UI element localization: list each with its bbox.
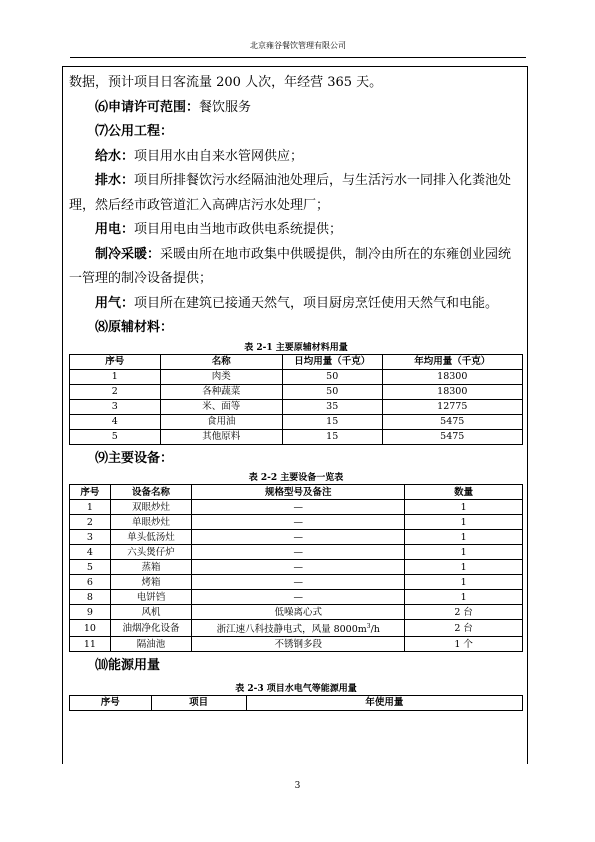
table-cell: 1 [405, 560, 523, 575]
paragraph-drainage [69, 169, 523, 218]
paragraph-electricity [69, 218, 523, 243]
table-cell: 肉类 [160, 369, 282, 384]
table-cell: 18300 [382, 384, 522, 399]
table-cell: 其他原料 [160, 429, 282, 444]
table-cell: 6 [70, 575, 111, 590]
table-cell: 电饼铛 [110, 590, 192, 605]
table-cell: 5 [70, 560, 111, 575]
table-row [70, 414, 523, 429]
table2-body [70, 500, 523, 652]
table-cell: 50 [282, 384, 382, 399]
paragraph-water-supply [69, 145, 523, 170]
table-cell: 5475 [382, 414, 522, 429]
table-cell: 食用油 [160, 414, 282, 429]
table-cell: — [192, 515, 405, 530]
text-drainage: 项目所排餐饮污水经隔油池处理后，与生活污水一同排入化粪池处理，然后经市政管道汇入高碑店污水处理厂； [69, 173, 512, 213]
table-cell: 3 [70, 530, 111, 545]
table-row [70, 399, 523, 414]
table-cell: 1 [70, 500, 111, 515]
table-row [70, 515, 523, 530]
table2-header-cell: 序号 [70, 485, 111, 500]
table-cell: 35 [282, 399, 382, 414]
paragraph-utilities [69, 120, 523, 145]
table-cell: 3 [70, 399, 161, 414]
table2-header-row [70, 485, 523, 500]
table-cell: 单头低汤灶 [110, 530, 192, 545]
table-row [70, 545, 523, 560]
table-cell: 50 [282, 369, 382, 384]
paragraph-raw-materials [69, 316, 523, 341]
table-cell: 烤箱 [110, 575, 192, 590]
table-cell: 双眼炒灶 [110, 500, 192, 515]
table-cell: 18300 [382, 369, 522, 384]
table-row [70, 429, 523, 444]
table-cell: 4 [70, 545, 111, 560]
label-energy: ⑽能源用量 [95, 658, 161, 674]
table-cell: — [192, 545, 405, 560]
table-row [70, 620, 523, 637]
table-cell: 5 [70, 429, 161, 444]
table3-caption: 表 2-3 项目水电气等能源用量 [235, 683, 357, 694]
table-cell: 2 台 [405, 605, 523, 620]
table-cell: 1 [405, 530, 523, 545]
table-cell: 六头煲仔炉 [110, 545, 192, 560]
text-gas: 项目所在建筑已接通天然气，项目厨房烹饪使用天然气和电能。 [134, 295, 499, 311]
table-cell: 2 [70, 515, 111, 530]
page-number: 3 [294, 781, 301, 791]
table1-header-cell: 年均用量（千克） [382, 354, 522, 369]
paragraph-equipment [69, 447, 523, 472]
table-row [70, 560, 523, 575]
table2-header-cell: 规格型号及备注 [192, 485, 405, 500]
table-row [70, 637, 523, 652]
table-row [70, 500, 523, 515]
raw-materials-table [69, 354, 523, 445]
table-cell: 11 [70, 637, 111, 652]
text-water-supply: 项目用水由自来水管网供应； [134, 148, 304, 164]
table3-header-cell: 年使用量 [246, 695, 522, 710]
table1-caption: 表 2-1 主要原辅材料用量 [244, 342, 348, 353]
table-cell: 1 [405, 590, 523, 605]
table-cell: 1 个 [405, 637, 523, 652]
table-cell: 4 [70, 414, 161, 429]
table1-header-row [70, 354, 523, 369]
label-electricity: 用电： [95, 222, 135, 237]
table-cell: 油烟净化设备 [110, 620, 192, 637]
table-cell: 单眼炒灶 [110, 515, 192, 530]
table-cell: 2 台 [405, 620, 523, 637]
table2-caption: 表 2-2 主要设备一览表 [248, 473, 344, 483]
table-cell: 风机 [110, 605, 192, 620]
table-cell: 1 [70, 369, 161, 384]
table-cell: 蒸箱 [110, 560, 192, 575]
table-cell: — [192, 560, 405, 575]
label-water-supply: 给水： [95, 148, 135, 164]
paragraph-hvac [69, 243, 523, 292]
table-row [70, 590, 523, 605]
label-utilities: ⑺公用工程： [95, 124, 174, 139]
table-cell: 1 [405, 545, 523, 560]
table-cell: 5475 [382, 429, 522, 444]
table-cell: — [192, 530, 405, 545]
text-electricity: 项目用电由当地市政供电系统提供； [134, 222, 343, 237]
table-row [70, 369, 523, 384]
page-header: 北京雍谷餐饮管理有限公司 [70, 40, 526, 58]
paragraph-visitor-flow: 数据，预计项目日客流量 200 人次，年经营 365 天。 [69, 75, 383, 90]
table-cell: 1 [405, 500, 523, 515]
text-hvac: 采暖由所在地市政集中供暖提供，制冷由所在的东雍创业园统一管理的制冷设备提供； [69, 246, 512, 286]
table2-header-cell: 设备名称 [110, 485, 192, 500]
unit-superscript: 3 [366, 623, 371, 630]
table-cell: 15 [282, 429, 382, 444]
table-cell: 15 [282, 414, 382, 429]
label-drainage: 排水： [95, 173, 135, 188]
table-cell: 2 [70, 384, 161, 399]
table1-header-cell: 日均用量（千克） [282, 354, 382, 369]
paragraph-energy [69, 654, 523, 679]
table-row [70, 575, 523, 590]
table2-header-cell: 数量 [405, 485, 523, 500]
table1-header-cell: 序号 [70, 354, 161, 369]
table-cell: 米、面等 [160, 399, 282, 414]
table-cell: 不锈钢多段 [192, 637, 405, 652]
content-frame [62, 66, 528, 764]
table1-header-cell: 名称 [160, 354, 282, 369]
table-cell: — [192, 500, 405, 515]
table-row [70, 530, 523, 545]
paragraph-gas [69, 292, 523, 317]
table-cell: 各种蔬菜 [160, 384, 282, 399]
table-cell: — [192, 575, 405, 590]
table-cell: 隔油池 [110, 637, 192, 652]
table-cell: 10 [70, 620, 111, 637]
label-gas: 用气： [95, 295, 135, 311]
label-hvac: 制冷采暖： [95, 246, 161, 262]
table3-header-cell: 项目 [151, 695, 246, 710]
label-license-scope: ⑹申请许可范围： [95, 99, 200, 115]
label-equipment: ⑼主要设备： [95, 450, 174, 466]
table-cell: 8 [70, 590, 111, 605]
unit-suffix: /h [370, 624, 380, 636]
content-body [69, 71, 523, 711]
table-cell: 12775 [382, 399, 522, 414]
text-license-scope: 餐饮服务 [199, 99, 252, 115]
table-cell: 浙江速八科技静电式，风量 $8000m^3/h$ [192, 620, 405, 637]
table3-header-row [70, 695, 523, 710]
table-row [70, 605, 523, 620]
table-cell: 1 [405, 575, 523, 590]
table3-header-cell: 序号 [70, 695, 152, 710]
table-cell: — [192, 590, 405, 605]
paragraph-license-scope [69, 96, 523, 121]
label-raw-materials: ⑻原辅材料： [95, 320, 174, 335]
table1-body [70, 369, 523, 444]
table-row [70, 384, 523, 399]
table-cell: 低噪离心式 [192, 605, 405, 620]
table-cell: 1 [405, 515, 523, 530]
table-cell: 9 [70, 605, 111, 620]
energy-table [69, 695, 523, 711]
equipment-table [69, 484, 523, 652]
